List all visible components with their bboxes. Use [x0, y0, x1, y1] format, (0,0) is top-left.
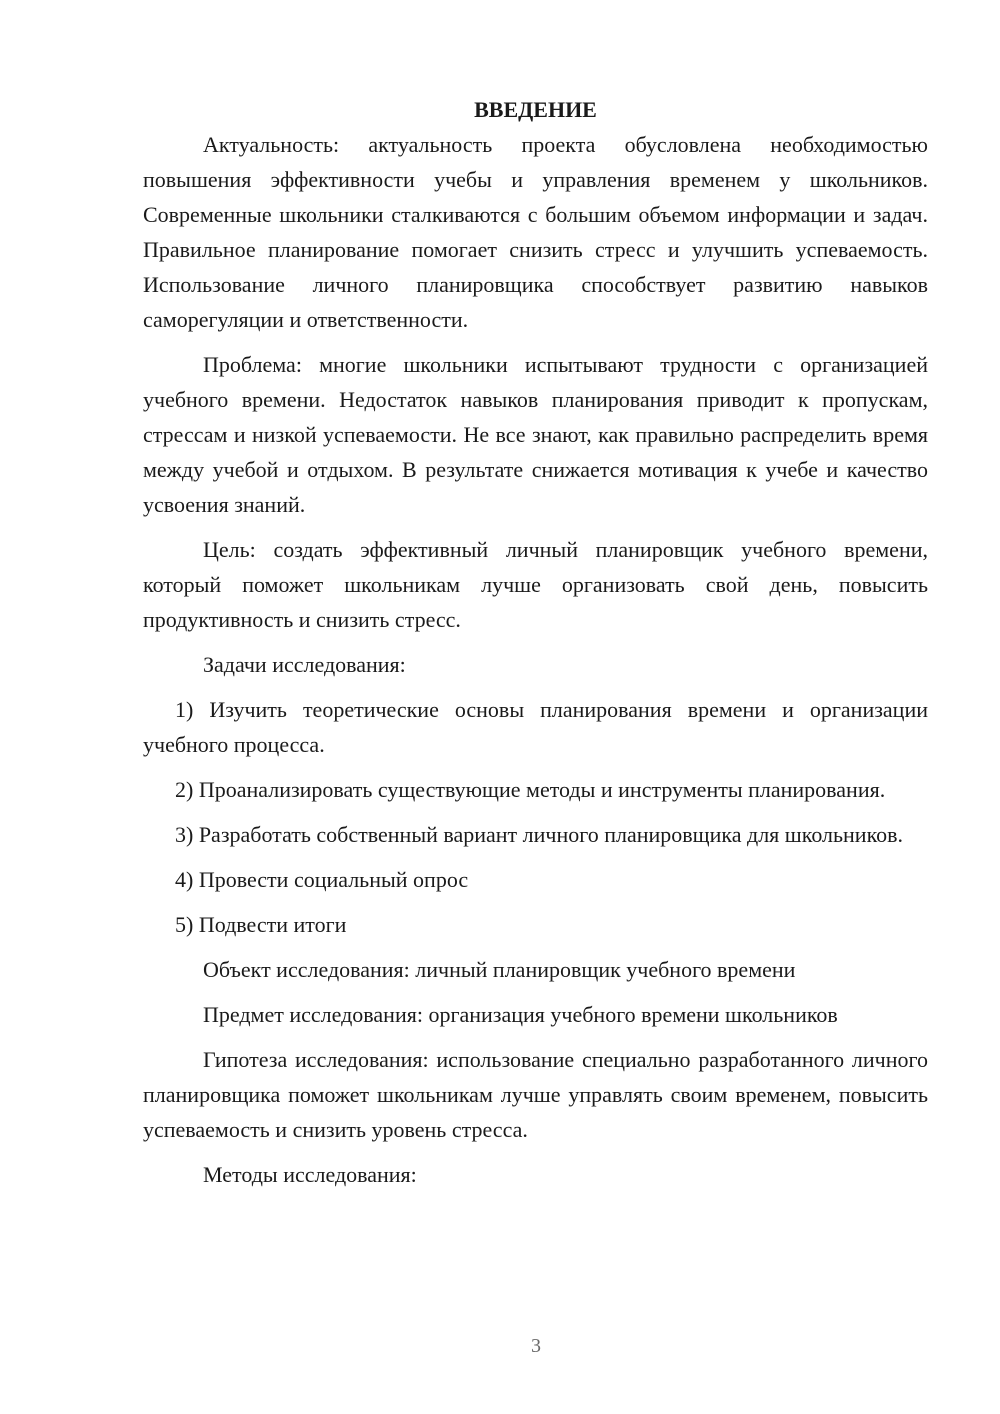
list-item: 2) Проанализировать существующие методы и инструменты планирования.	[175, 777, 886, 802]
list-item: 3) Разработать собственный вариант личного планировщика для школьников.	[175, 822, 904, 847]
paragraph-problem: Проблема: многие школьники испытывают трудности с организацией учебного времени. Недостаток навыков планирования приводит к пропускам, стрессам и низкой успеваемости. Не все знают, как правильно распределить время между учебой и отдыхом. В результате снижается мотивация к учебе и качество усвоения знаний.	[143, 352, 928, 517]
document-page	[143, 92, 928, 1192]
list-item: 4) Провести социальный опрос	[175, 867, 469, 892]
methods-heading: Методы исследования:	[203, 1162, 417, 1187]
paragraph-hypothesis: Гипотеза исследования: использование специально разработанного личного планировщика поможет школьникам лучше управлять своим временем, повысить успеваемость и снизить уровень стресса.	[143, 1047, 928, 1142]
paragraph-relevance: Актуальность: актуальность проекта обусловлена необходимостью повышения эффективности учебы и управления временем у школьников. Современные школьники сталкиваются с большим объемом информации и задач. Правильное планирование помогает снизить стресс и улучшить успеваемость. Использование личного планировщика способствует развитию навыков саморегуляции и ответственности.	[143, 132, 928, 332]
page-number: 3	[531, 1335, 541, 1357]
section-title: ВВЕДЕНИЕ	[474, 97, 597, 122]
tasks-list	[143, 692, 928, 942]
paragraph-goal: Цель: создать эффективный личный планировщик учебного времени, который поможет школьникам лучше организовать свой день, повысить продуктивность и снизить стресс.	[143, 537, 928, 632]
paragraph-subject: Предмет исследования: организация учебного времени школьников	[203, 1002, 838, 1027]
paragraph-object: Объект исследования: личный планировщик учебного времени	[203, 957, 796, 982]
tasks-heading: Задачи исследования:	[203, 652, 406, 677]
list-item: 1) Изучить теоретические основы планирования времени и организации учебного процесса.	[143, 697, 928, 757]
list-item: 5) Подвести итоги	[175, 912, 347, 937]
